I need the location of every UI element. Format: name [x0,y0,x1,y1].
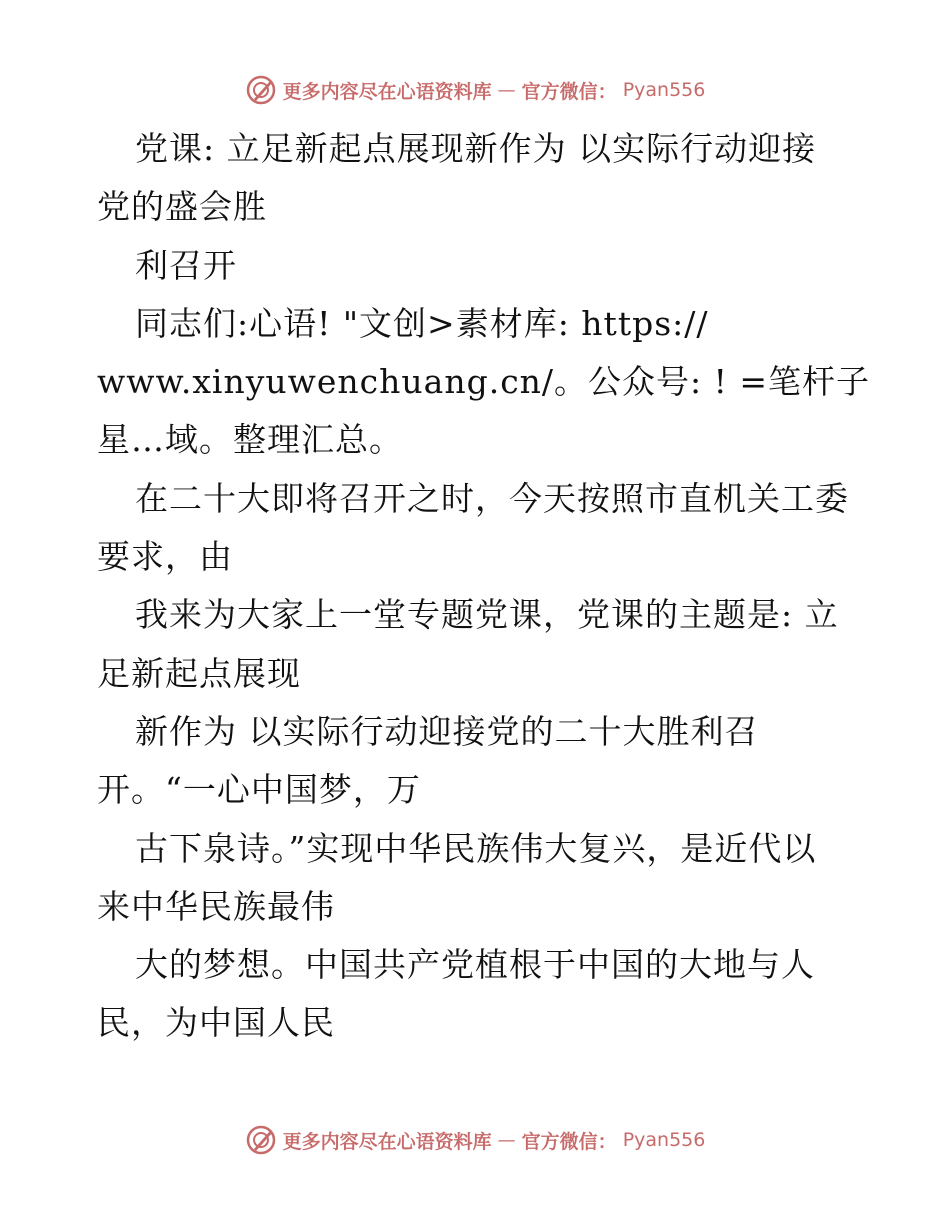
text-line: 党的盛会胜 [97,187,267,227]
footer-watermark [0,1120,950,1160]
watermark-separator: — [497,1129,516,1151]
text-line: 同志们:心语! "文创>素材库: https:// [135,303,709,343]
watermark-handle: Pyan556 [622,79,706,101]
text-line: 要求，由 [97,537,233,577]
text-line: 在二十大即将召开之时，今天按照市直机关工委 [135,478,849,518]
header-watermark [0,70,950,110]
watermark-label: 官方微信： [521,1130,617,1153]
text-line: 利召开 [135,245,237,285]
watermark-label: 官方微信： [521,80,617,103]
watermark-separator: — [497,79,516,101]
text-line: 我来为大家上一堂专题党课，党课的主题是: 立 [135,595,839,635]
text-line: 古下泉诗。”实现中华民族伟大复兴，是近代以 [135,828,817,868]
text-line: 民，为中国人民 [97,1003,335,1043]
logo-icon [245,1124,277,1156]
text-line: 开。“一心中国梦，万 [97,770,421,810]
text-line: 新作为 以实际行动迎接党的二十大胜利召 [135,711,759,751]
text-line: 星…域。整理汇总。 [97,420,403,460]
watermark-text: 更多内容尽在心语资料库 [282,80,492,103]
text-line: 足新起点展现 [97,653,301,693]
text-line: 大的梦想。中国共产党植根于中国的大地与人 [135,945,815,985]
text-line: www.xinyuwenchuang.cn/。公众号: ! =笔杆子 [97,362,871,402]
logo-icon [245,74,277,106]
text-line: 党课: 立足新起点展现新作为 以实际行动迎接 [135,129,817,168]
text-line: 来中华民族最伟 [97,886,335,926]
watermark-handle: Pyan556 [622,1129,706,1151]
document-body [97,120,871,1053]
watermark-text: 更多内容尽在心语资料库 [282,1130,492,1153]
